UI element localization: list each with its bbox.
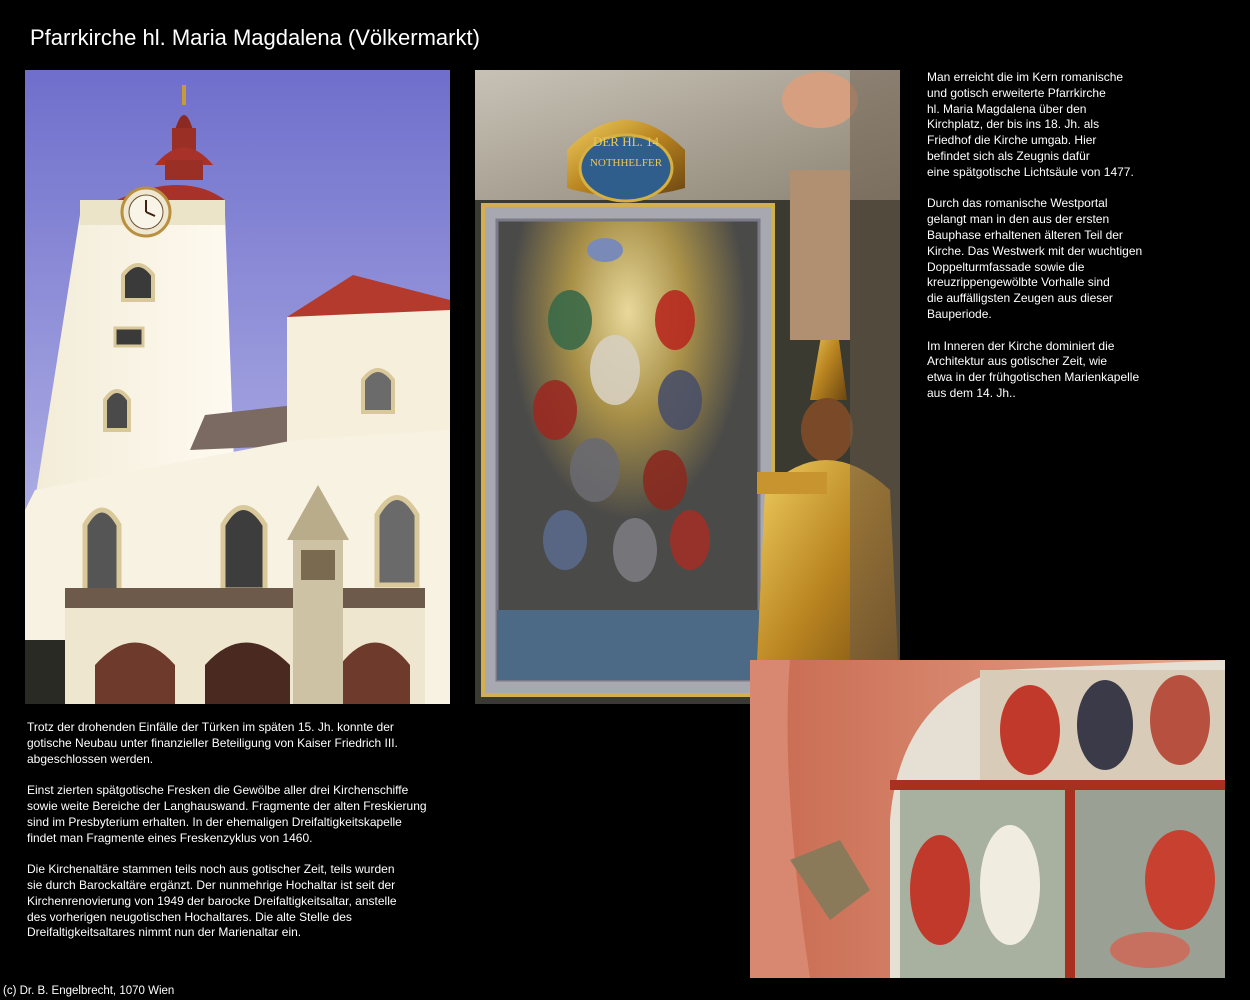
description-right-paragraph-1: Man erreicht die im Kern romanische und gotisch erweiterte Pfarrkirche hl. Maria Magdalena über den Kirchplatz, der bis ins 18. Jh. als Friedhof die Kirche umgab. Hier befindet sich als Zeugnis dafür eine spätgotische Lichtsäule von 1477. — [927, 70, 1134, 179]
description-bottom — [27, 720, 447, 957]
description-bottom-paragraph-1: Trotz der drohenden Einfälle der Türken im späten 15. Jh. konnte der gotische Neubau unter finanzieller Beteiligung von Kaiser Friedrich III. abgeschlossen werden. — [27, 720, 398, 766]
description-right — [927, 70, 1227, 418]
gothic-fresco-image — [750, 660, 1225, 978]
description-right-paragraph-2: Durch das romanische Westportal gelangt man in den aus der ersten Bauphase erhaltenen älteren Teil der Kirche. Das Westwerk mit der wuchtigen Doppelturmfassade sowie die kreuzrippengewölbte Vorhalle sind die auffälligsten Zeugen aus dieser Bauperiode. — [927, 196, 1143, 321]
church-exterior-image — [25, 70, 450, 704]
copyright-notice: (c) Dr. B. Engelbrecht, 1070 Wien — [3, 985, 175, 997]
description-bottom-paragraph-3: Die Kirchenaltäre stammen teils noch aus gotischer Zeit, teils wurden sie durch Barockaltäre ergänzt. Der nunmehrige Hochaltar ist seit der Kirchenrenovierung von 1949 der barocke Dreifaltigkeitsaltar, anstelle des vorherigen neugotischen Hochaltares. Die alte Stelle des Dreifaltigkeitsaltares nimmt nun der Marienaltar ein. — [27, 862, 397, 940]
altar-inscription-line1: DER HL. 14 — [592, 134, 660, 149]
description-bottom-paragraph-2: Einst zierten spätgotische Fresken die Gewölbe aller drei Kirchenschiffe sowie weite Bereiche der Langhauswand. Fragmente der alten Freskierung sind im Presbyterium erhalten. In der ehemaligen Dreifaltigkeitskapelle findet man Fragmente eines Freskenzyklus von 1460. — [27, 783, 427, 845]
altar-inscription-line2: NOTHHELFER — [589, 157, 663, 169]
church-exterior-photo — [25, 70, 450, 704]
altar-painting-image — [475, 70, 900, 704]
altar-painting-photo — [475, 70, 900, 704]
description-right-paragraph-3: Im Inneren der Kirche dominiert die Architektur aus gotischer Zeit, wie etwa in der frühgotischen Marienkapelle aus dem 14. Jh.. — [927, 338, 1140, 400]
page-title: Pfarrkirche hl. Maria Magdalena (Völkermarkt) — [30, 25, 480, 50]
gothic-fresco-photo — [750, 660, 1225, 978]
